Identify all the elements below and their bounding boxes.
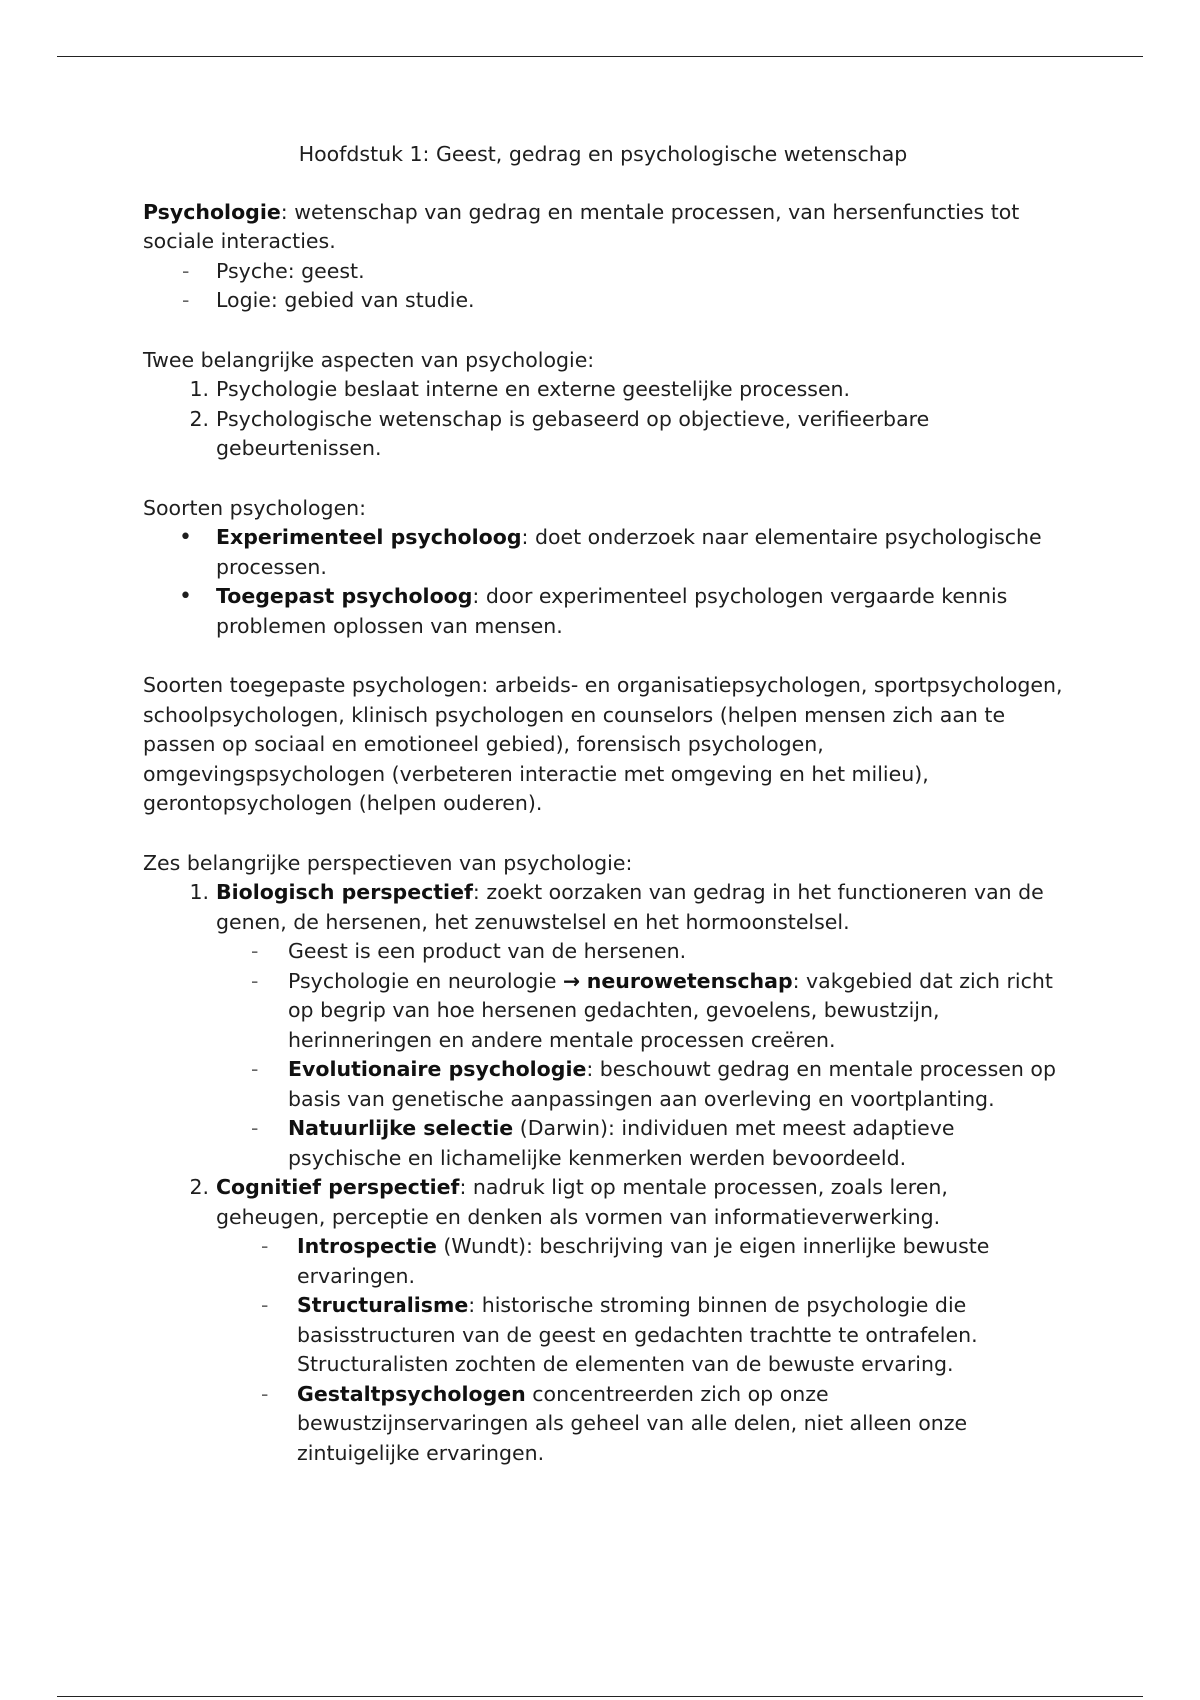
footer-rule [57,1696,1143,1697]
list-item-biologisch: 1. Biologisch perspectief: zoekt oorzaken van gedrag in het functioneren van de genen, de hersenen, het zenuwstelsel en het hormoonstelsel. [189,880,1044,934]
list-item: • Toegepast psycholoog: door experimenteel psychologen vergaarde kennis problemen oplossen van mensen. [179,584,1008,638]
list-item: - Natuurlijke selectie (Darwin): individuen met meest adaptieve psychische en lichamelijke kenmerken werden bevoordeeld. [251,1116,955,1170]
document-body [143,140,1063,1468]
soorten-heading: Soorten psychologen: [143,495,367,520]
list-item: - Logie: gebied van studie. [182,288,475,312]
psychologie-definition: Psychologie: wetenschap van gedrag en mentale processen, van hersenfuncties tot sociale interacties. [143,199,1020,253]
list-item: • Experimenteel psycholoog: doet onderzoek naar elementaire psychologische processen. [179,525,1042,579]
list-item-cognitief: 2. Cognitief perspectief: nadruk ligt op mentale processen, zoals leren, geheugen, perceptie en denken als vormen van informatieverwerking. [189,1175,948,1229]
list-item: - Structuralisme: historische stroming binnen de psychologie die basisstructuren van de geest en gedachten trachtte te ontrafelen. Structuralisten zochten de elementen van de bewuste ervaring. [261,1293,978,1376]
list-item: - Evolutionaire psychologie: beschouwt gedrag en mentale processen op basis van genetische aanpassingen aan overleving en voortplanting. [251,1057,1056,1111]
list-item: - Gestaltpsychologen concentreerden zich op onze bewustzijnservaringen als geheel van alle delen, niet alleen onze zintuigelijke ervaringen. [261,1381,968,1465]
list-item: - Psychologie en neurologie → neurowetenschap: vakgebied dat zich richt op begrip van hoe hersenen gedachten, gevoelens, bewustzijn, herinneringen en andere mentale processen creëren. [251,968,1053,1052]
header-rule [57,56,1143,57]
page-title: Hoofdstuk 1: Geest, gedrag en psychologische wetenschap [298,142,908,166]
perspectieven-heading: Zes belangrijke perspectieven van psychologie: [143,850,633,875]
list-item: - Psyche: geest. [182,258,365,283]
aspecten-heading: Twee belangrijke aspecten van psychologie: [143,347,595,372]
list-item: - Geest is een product van de hersenen. [251,939,687,963]
term-psychologie: Psychologie [143,199,281,224]
list-item: 1. Psychologie beslaat interne en externe geestelijke processen. [189,377,851,401]
arrow-icon: → [563,968,581,993]
toegepast-paragraph: Soorten toegepaste psychologen: arbeids- en organisatiepsychologen, sportpsychologen, schoolpsychologen, klinisch psychologen en counselors (helpen mensen zich aan te passen op sociaal en emotioneel gebied), forensisch psychologen, omgevingspsychologen (verbeteren interactie met omgeving en het milieu), gerontopsychologen (helpen ouderen). [143,673,1063,815]
list-item: - Introspectie (Wundt): beschrijving van je eigen innerlijke bewuste ervaringen. [261,1234,990,1288]
list-item: 2. Psychologische wetenschap is gebaseerd op objectieve, verifieerbare gebeurtenissen. [189,406,930,460]
